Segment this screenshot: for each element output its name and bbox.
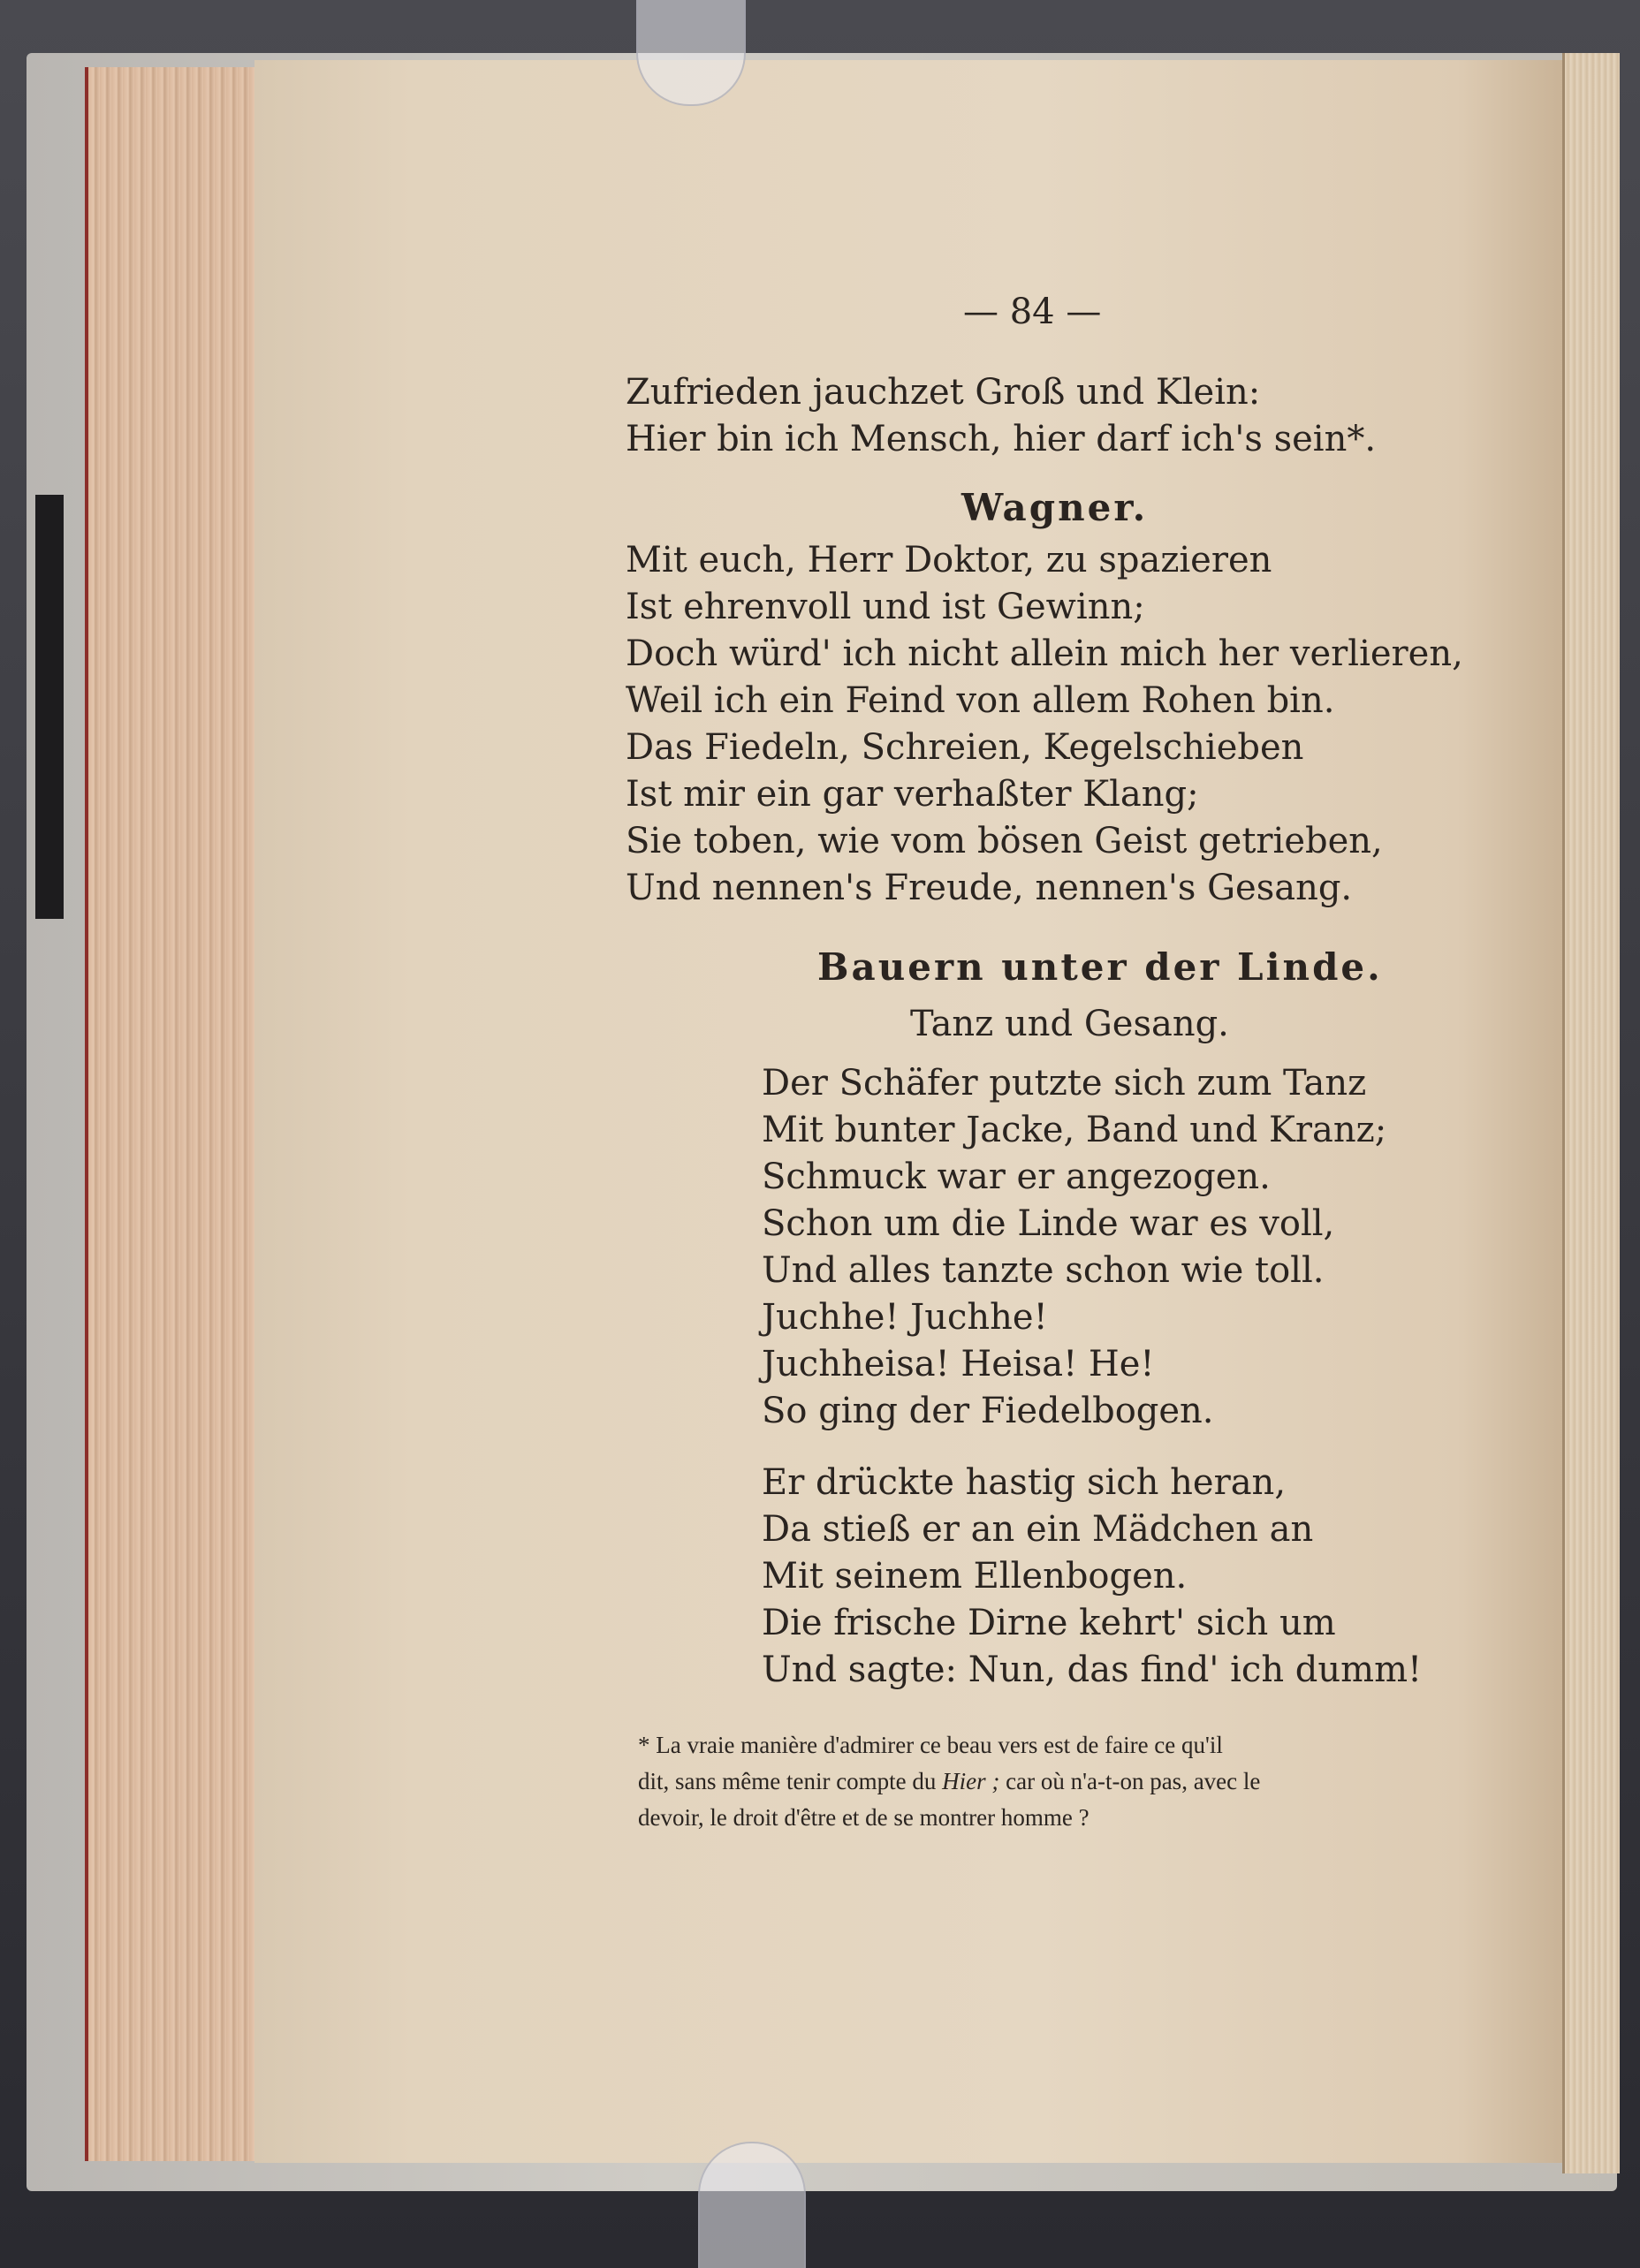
footnote-line: * La vraie manière d'admirer ce beau vers est de faire ce qu'il: [638, 1732, 1223, 1758]
verse-block-3: [762, 1060, 1386, 1435]
verse-block-4: [762, 1460, 1422, 1694]
verse-line: Doch würd' ich nicht allein mich her verlieren,: [626, 633, 1463, 674]
verse-line: Mit seinem Ellenbogen.: [762, 1556, 1188, 1597]
verse-line: Da stieß er an ein Mädchen an: [762, 1509, 1314, 1550]
footnote: [638, 1727, 1260, 1836]
verse-line: Sie toben, wie vom bösen Geist getrieben,: [626, 821, 1383, 861]
verse-line: Zufrieden jauchzet Groß und Klein:: [626, 372, 1261, 413]
verse-line: Die frische Dirne kehrt' sich um: [762, 1603, 1336, 1643]
page-number: — 84 —: [963, 292, 1102, 332]
book-spine-band: [35, 495, 64, 919]
footnote-italic-word: Hier ;: [942, 1768, 1000, 1794]
stage-direction: Tanz und Gesang.: [910, 1004, 1229, 1044]
verse-line: Hier bin ich Mensch, hier darf ich's sein*.: [626, 419, 1377, 459]
speaker-heading-wagner: Wagner.: [961, 486, 1149, 529]
verse-line: Schmuck war er angezogen.: [762, 1157, 1271, 1197]
page-stack-left: [88, 67, 258, 2161]
verse-line: Er drückte hastig sich heran,: [762, 1462, 1287, 1503]
book-clip-top: [636, 0, 746, 106]
verse-line: Der Schäfer putzte sich zum Tanz: [762, 1063, 1367, 1104]
verse-line: Juchheisa! Heisa! He!: [762, 1344, 1155, 1384]
page-stack-right: [1562, 53, 1620, 2173]
verse-line: Ist mir ein gar verhaßter Klang;: [626, 774, 1199, 815]
verse-line: Und sagte: Nun, das find' ich dumm!: [762, 1650, 1423, 1690]
speaker-heading-bauern: Bauern unter der Linde.: [817, 945, 1383, 989]
verse-line: Ist ehrenvoll und ist Gewinn;: [626, 587, 1145, 627]
verse-line: Weil ich ein Feind von allem Rohen bin.: [626, 680, 1335, 721]
footnote-text: dit, sans même tenir compte du: [638, 1768, 943, 1794]
verse-line: Und nennen's Freude, nennen's Gesang.: [626, 868, 1353, 908]
verse-line: Und alles tanzte schon wie toll.: [762, 1250, 1325, 1291]
footnote-line: [638, 1764, 1260, 1800]
verse-line: Schon um die Linde war es voll,: [762, 1203, 1335, 1244]
verse-line: So ging der Fiedelbogen.: [762, 1391, 1214, 1431]
verse-line: Mit bunter Jacke, Band und Kranz;: [762, 1110, 1387, 1150]
verse-line: Mit euch, Herr Doktor, zu spazieren: [626, 540, 1272, 580]
footnote-text: car où n'a-t-on pas, avec le: [999, 1768, 1261, 1794]
book-clip-bottom: [698, 2142, 806, 2268]
verse-line: Das Fiedeln, Schreien, Kegelschieben: [626, 727, 1304, 768]
verse-block-2: [626, 537, 1463, 912]
verse-block-1: [626, 369, 1376, 463]
footnote-line: devoir, le droit d'être et de se montrer homme ?: [638, 1804, 1090, 1831]
verse-line: Juchhe! Juchhe!: [762, 1297, 1048, 1338]
